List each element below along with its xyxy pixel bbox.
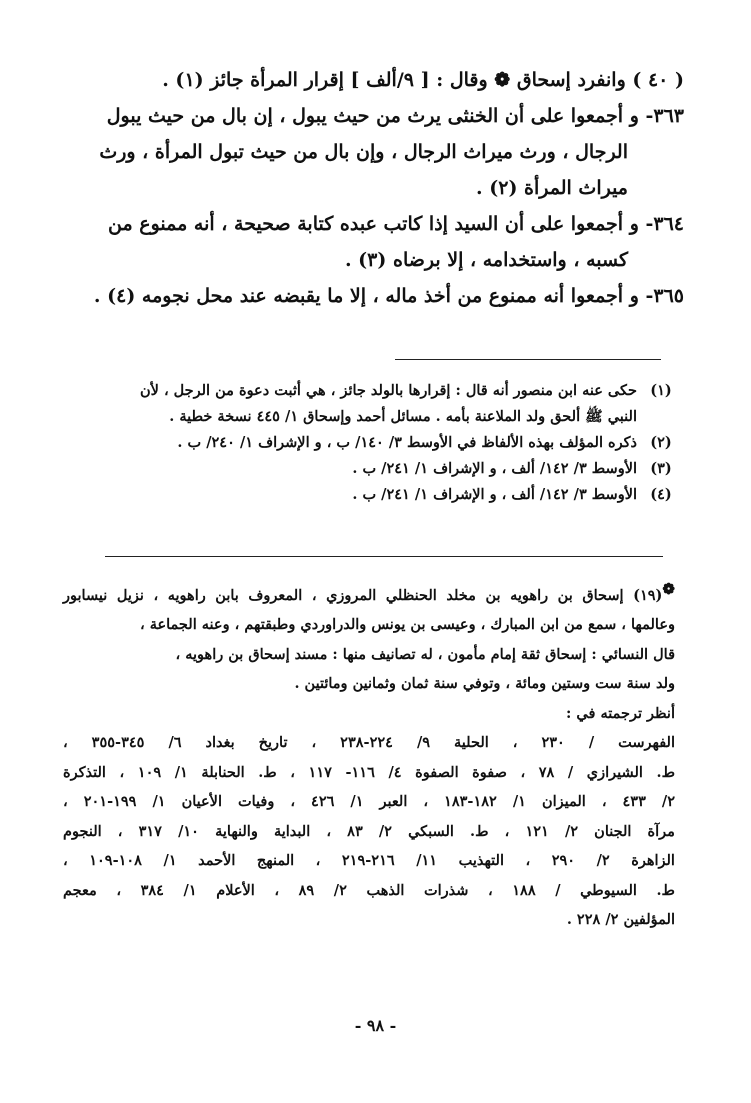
footnote-number: (١) <box>650 382 672 399</box>
footnote-text: الأوسط ٣/ ١٤٢/ ألف ، و الإشراف ١/ ٢٤١/ ب . <box>352 460 637 477</box>
footnote-2 <box>65 430 685 456</box>
main-line-4: ميراث المرأة (٢) . <box>475 177 628 199</box>
biography-note <box>63 575 675 935</box>
bio-line-3: قال النسائي : إسحاق ثقة إمام مأمون ، له تصانيف منها : مسند إسحاق بن راهويه ، <box>175 645 675 663</box>
footnote-4 <box>65 482 685 508</box>
bio-line-7: ط. الشيرازي / ٧٨ ، صفوة الصفوة ٤/ ١١٦- ١١٧ ، ط. الحنابلة ١/ ١٠٩ ، التذكرة <box>63 763 675 781</box>
main-line-7: ٣٦٥- و أجمعوا أنه ممنوع من أخذ ماله ، إلا ما يقبضه عند محل نجومه (٤) . <box>93 285 684 307</box>
footnote-text: حكى عنه ابن منصور أنه قال : إقرارها بالولد جائز ، هي أثبت دعوة من الرجل ، لأن <box>139 382 637 399</box>
footnote-text: ذكره المؤلف بهذه الألفاظ في الأوسط ٣/ ١٤٠/ ب ، و الإشراف ١/ ٢٤٠/ ب . <box>177 434 637 451</box>
bio-line-6: الفهرست / ٢٣٠ ، الحلية ٩/ ٢٢٤-٢٣٨ ، تاريخ بغداد ٦/ ٣٤٥-٣٥٥ ، <box>63 734 675 752</box>
footnote-number: (٢) <box>650 434 672 451</box>
main-line-1: ( ٤٠ ) وانفرد إسحاق ❁ وقال : [ ٩/ألف ] إقرار المرأة جائز (١) . <box>162 69 684 91</box>
footnote-1 <box>65 378 685 404</box>
main-text <box>64 62 684 314</box>
main-line-6: كسبه ، واستخدامه ، إلا برضاه (٣) . <box>344 249 628 271</box>
footnote-separator <box>395 359 661 360</box>
bio-line-11: ط. السيوطي / ١٨٨ ، شذرات الذهب ٢/ ٨٩ ، الأعلام ١/ ٣٨٤ ، معجم <box>63 881 675 899</box>
bio-line-2: وعالمها ، سمع من ابن المبارك ، وعيسى بن يونس والدراوردي وطبقتهم ، وعنه الجماعة ، <box>139 616 675 634</box>
page-number: - ٩٨ - <box>354 1016 397 1035</box>
bio-line-12: المؤلفين ٢/ ٢٢٨ . <box>566 911 675 929</box>
footnote-3 <box>65 456 685 482</box>
bio-line-9: مرآة الجنان ٢/ ١٢١ ، ط. السبكي ٢/ ٨٣ ، البداية والنهاية ١٠/ ٣١٧ ، النجوم <box>63 822 675 840</box>
main-line-3: الرجال ، ورث ميراث الرجال ، وإن بال من حيث تبول المرأة ، ورث <box>99 141 628 163</box>
main-line-5: ٣٦٤- و أجمعوا على أن السيد إذا كاتب عبده كتابة صحيحة ، أنه ممنوع من <box>108 213 684 235</box>
main-line-2: ٣٦٣- و أجمعوا على أن الخنثى يرث من حيث يبول ، إن بال من حيث يبول <box>106 105 684 127</box>
footnote-text: الأوسط ٣/ ١٤٢/ ألف ، و الإشراف ١/ ٢٤١/ ب . <box>352 486 637 503</box>
bio-line-8: ٢/ ٤٣٣ ، الميزان ١/ ١٨٢-١٨٣ ، العبر ١/ ٤٢٦ ، وفيات الأعيان ١/ ١٩٩-٢٠١ ، <box>63 793 675 811</box>
bio-line-5: أنظر ترجمته في : <box>565 704 675 722</box>
bio-line-1 <box>63 575 675 610</box>
footnote-number: (٤) <box>650 486 672 503</box>
bio-line-4: ولد سنة ست وستين ومائة ، وتوفي سنة ثمان وثمانين ومائتين . <box>294 675 675 693</box>
footnote-number: (٣) <box>650 460 672 477</box>
bio-line-1-text: (١٩) إسحاق بن راهويه بن مخلد الحنظلي المروزي ، المعروف بابن راهويه ، نزيل نيسابور <box>63 586 663 604</box>
flower-marker-icon: ❁ <box>662 580 675 598</box>
bio-line-10: الزاهرة ٢/ ٢٩٠ ، التهذيب ١١/ ٢١٦-٢١٩ ، المنهج الأحمد ١/ ١٠٨-١٠٩ ، <box>63 852 675 870</box>
footnote-1-continuation: النبي ﷺ ألحق ولد الملاعنة بأمه . مسائل أحمد وإسحاق ١/ ٤٤٥ نسخة خطية . <box>169 408 637 425</box>
biography-separator <box>105 556 663 557</box>
footnotes <box>65 378 685 508</box>
